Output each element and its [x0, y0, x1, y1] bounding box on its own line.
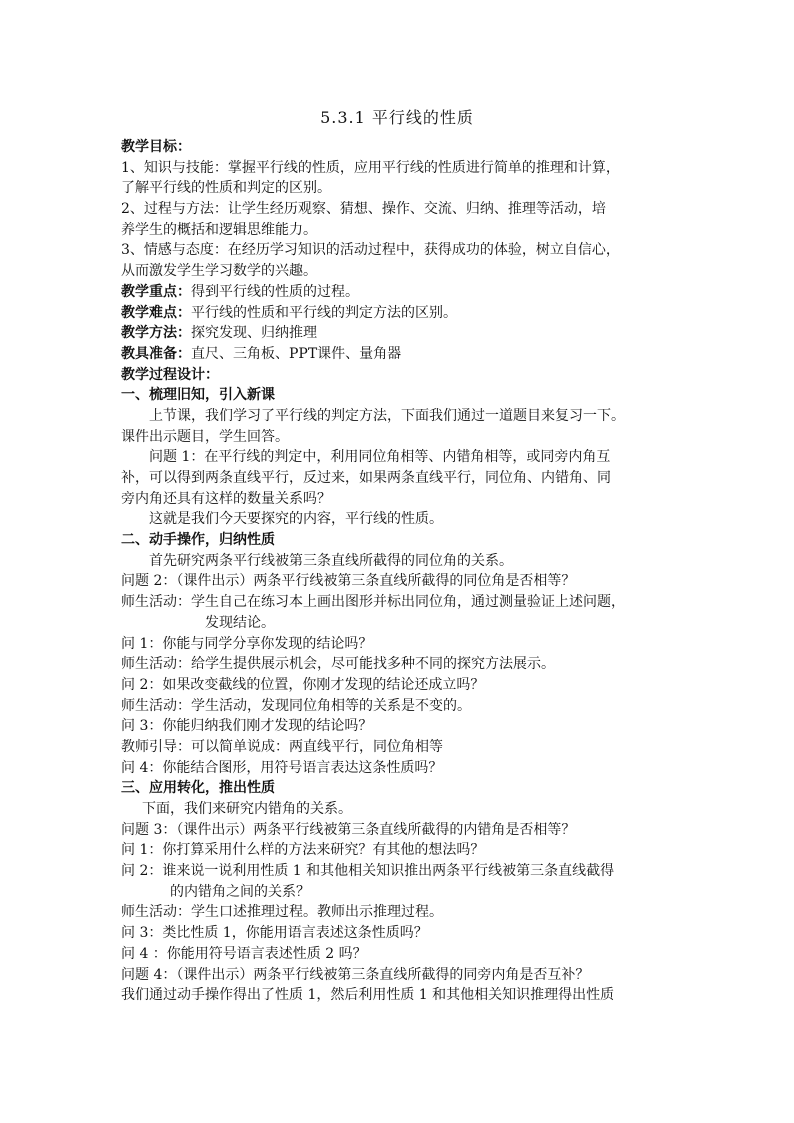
method-label: 教学方法：: [121, 325, 191, 342]
tools-label: 教具准备：: [121, 345, 191, 362]
page-title: 5.3.1 平行线的性质: [320, 108, 474, 127]
section-3-ask-3: 问 3：类比性质 1，你能用语言表述这条性质吗？: [121, 925, 428, 942]
section-2-ask-1: 问 1：你能与同学分享你发现的结论吗？: [121, 635, 373, 652]
objective-1-line-2: 了解平行线的性质和判定的区别。: [121, 180, 331, 197]
question-1-line-3: 旁内角还具有这样的数量关系吗？: [121, 490, 331, 507]
key-point-row: [121, 282, 681, 303]
lesson-body: [121, 137, 681, 1006]
tools-text: 直尺、三角板、PPT课件、量角器: [191, 345, 402, 362]
objective-3-line-1: 3、情感与态度：在经历学习知识的活动过程中，获得成功的体验，树立自信心，: [121, 242, 620, 259]
activity-1-line-2: 发现结论。: [205, 614, 275, 631]
question-3: 问题 3：（课件出示）两条平行线被第三条直线所截得的内错角是否相等？: [121, 821, 576, 838]
section-3-heading: 三、应用转化，推出性质: [121, 780, 275, 797]
objective-2-line-1: 2、过程与方法：让学生经历观察、猜想、操作、交流、归纳、推理等活动，培: [121, 201, 606, 218]
teacher-guidance: 教师引导：可以简单说成：两直线平行，同位角相等: [121, 738, 443, 755]
key-point-text: 得到平行线的性质的过程。: [191, 283, 359, 300]
section-2-ask-3: 问 3：你能归纳我们刚才发现的结论吗？: [121, 718, 373, 735]
question-4: 问题 4：（课件出示）两条平行线被第三条直线所截得的同旁内角是否互补？: [121, 966, 590, 983]
section-1-para-2: 这就是我们今天要探究的内容，平行线的性质。: [149, 511, 443, 528]
section-2-para-1: 首先研究两条平行线被第三条直线所截得的同位角的关系。: [149, 552, 513, 569]
activity-2: 师生活动：给学生提供展示机会，尽可能找多种不同的探究方法展示。: [121, 656, 555, 673]
process-heading: 教学过程设计：: [121, 366, 219, 383]
method-text: 探究发现、归纳推理: [191, 325, 317, 342]
section-2-ask-2: 问 2：如果改变截线的位置，你刚才发现的结论还成立吗？: [121, 676, 485, 693]
section-2-heading: 二、动手操作，归纳性质: [121, 532, 275, 549]
difficulty-text: 平行线的性质和平行线的判定方法的区别。: [191, 304, 457, 321]
section-3-para-1: 下面，我们来研究内错角的关系。: [142, 801, 352, 817]
objective-3-line-2: 从而激发学生学习数学的兴趣。: [121, 263, 317, 280]
question-1-line-1: 问题 1：在平行线的判定中，利用同位角相等、内错角相等，或同旁内角互: [149, 449, 611, 466]
section-3-ask-2-line-2: 的内错角之间的关系？: [170, 883, 310, 900]
section-3-ask-1: 问 1：你打算采用什么样的方法来研究？有其他的想法吗？: [121, 842, 485, 859]
section-1-heading: 一、梳理旧知，引入新课: [121, 387, 275, 404]
question-2: 问题 2：（课件出示）两条平行线被第三条直线所截得的同位角是否相等？: [121, 573, 576, 590]
section-1-para-1-line-1: 上节课，我们学习了平行线的判定方法，下面我们通过一道题目来复习一下。: [149, 407, 625, 424]
objectives-heading: 教学目标：: [121, 139, 191, 155]
difficulty-row: [121, 303, 681, 324]
activity-1-line-1: 师生活动：学生自己在练习本上画出图形并标出同位角，通过测量验证上述问题，: [121, 594, 625, 611]
tools-row: [121, 344, 681, 365]
difficulty-label: 教学难点：: [121, 304, 191, 321]
section-3-ask-2-line-1: 问 2：谁来说一说利用性质 1 和其他相关知识推出两条平行线被第三条直线截得: [121, 863, 615, 880]
section-3-activity: 师生活动：学生口述推理过程。教师出示推理过程。: [121, 904, 443, 921]
activity-3: 师生活动：学生活动，发现同位角相等的关系是不变的。: [121, 697, 471, 714]
objective-2-line-2: 养学生的概括和逻辑思维能力。: [121, 221, 317, 238]
key-point-label: 教学重点：: [121, 283, 191, 300]
section-3-ask-4: 问 4 ：你能用符号语言表述性质 2 吗？: [121, 945, 367, 962]
section-1-para-1-line-2: 课件出示题目，学生回答。: [121, 428, 289, 445]
section-3-last-line: 我们通过动手操作得出了性质 1，然后利用性质 1 和其他相关知识推理得出性质: [121, 987, 615, 1004]
question-1-line-2: 补，可以得到两条直线平行，反过来，如果两条直线平行，同位角、内错角、同: [121, 470, 611, 486]
objective-1-line-1: 1、知识与技能：掌握平行线的性质，应用平行线的性质进行简单的推理和计算，: [121, 159, 620, 176]
method-row: [121, 323, 681, 344]
section-2-ask-4: 问 4：你能结合图形，用符号语言表达这条性质吗？: [121, 759, 443, 776]
